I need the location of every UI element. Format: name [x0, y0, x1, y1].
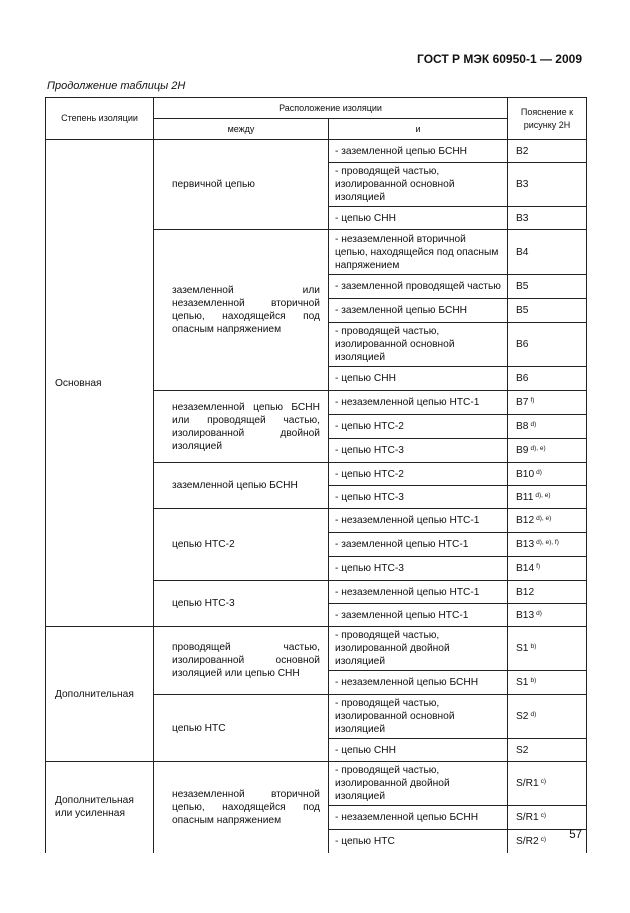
note-cell: В9 $^{d), e)}$ — [508, 439, 587, 463]
and-cell: - незаземленной вторичной цепью, находящейся под опасным напряжением — [329, 230, 508, 275]
note-cell: В5 — [508, 275, 587, 299]
note-cell: В11 $^{d), e)}$ — [508, 486, 587, 509]
and-cell: - незаземленной цепью БСНН — [329, 806, 508, 830]
note-cell: В3 — [508, 207, 587, 230]
and-cell: - проводящей частью, изолированной двойной изоляцией — [329, 627, 508, 671]
group-supplementary: Дополнительная — [46, 627, 154, 762]
between-conductive-basic: проводящей частью, изолированной основной изоляцией или цепью СНН — [154, 627, 329, 695]
note-cell: В14 $^{f)}$ — [508, 557, 587, 581]
note-cell: В10 $^{d)}$ — [508, 463, 587, 486]
insulation-table — [45, 97, 587, 853]
between-unearthed-secondary: незаземленной вторичной цепью, находящейся под опасным напряжением — [154, 762, 329, 853]
and-cell: - проводящей частью, изолированной основной изоляцией — [329, 695, 508, 739]
and-cell: - заземленной проводящей частью — [329, 275, 508, 299]
between-tnv3: цепью НТС-3 — [154, 581, 329, 627]
between-unearthed-selv: незаземленной цепью БСНН или проводящей частью, изолированной двойной изоляцией — [154, 391, 329, 463]
note-cell: В6 — [508, 323, 587, 367]
and-cell: - цепью СНН — [329, 739, 508, 762]
and-cell: - цепью СНН — [329, 207, 508, 230]
and-cell: - заземленной цепью НТС-1 — [329, 604, 508, 627]
header-between: между — [154, 119, 329, 140]
group-supp-reinforced: Дополнительная или усиленная — [46, 762, 154, 853]
header-location: Расположение изоляции — [154, 98, 508, 119]
and-cell: - проводящей частью, изолированной основной изоляцией — [329, 163, 508, 207]
table-caption: Продолжение таблицы 2Н — [47, 80, 186, 92]
and-cell: - цепью НТС — [329, 830, 508, 853]
note-cell: В8 $^{d)}$ — [508, 415, 587, 439]
and-cell: - цепью СНН — [329, 367, 508, 391]
note-cell: В12 — [508, 581, 587, 604]
standard-designation: ГОСТ Р МЭК 60950-1 — 2009 — [417, 52, 582, 66]
note-cell: В13 $^{d), e), f)}$ — [508, 533, 587, 557]
and-cell: - заземленной цепью БСНН — [329, 299, 508, 323]
note-cell: В2 — [508, 140, 587, 163]
note-cell: S/R1 $^{c)}$ — [508, 762, 587, 806]
note-cell: S1 $^{b)}$ — [508, 627, 587, 671]
note-cell: В4 — [508, 230, 587, 275]
and-cell: - проводящей частью, изолированной двойной изоляцией — [329, 762, 508, 806]
and-cell: - незаземленной цепью НТС-1 — [329, 581, 508, 604]
note-cell: S2 $^{d)}$ — [508, 695, 587, 739]
note-cell: В5 — [508, 299, 587, 323]
note-cell: В3 — [508, 163, 587, 207]
and-cell: - проводящей частью, изолированной основной изоляцией — [329, 323, 508, 367]
and-cell: - заземленной цепью БСНН — [329, 140, 508, 163]
note-cell: В12 $^{d), e)}$ — [508, 509, 587, 533]
and-cell: - цепью НТС-2 — [329, 415, 508, 439]
note-cell: S/R2 $^{c)}$ — [508, 830, 587, 853]
header-and: и — [329, 119, 508, 140]
note-cell: S1 $^{b)}$ — [508, 671, 587, 695]
header-degree: Степень изоляции — [46, 98, 154, 140]
header-note: Пояснение к рисунку 2Н — [508, 98, 587, 140]
and-cell: - цепью НТС-3 — [329, 439, 508, 463]
and-cell: - незаземленной цепью НТС-1 — [329, 509, 508, 533]
note-cell: В6 — [508, 367, 587, 391]
and-cell: - незаземленной цепью БСНН — [329, 671, 508, 695]
and-cell: - цепью НТС-3 — [329, 557, 508, 581]
and-cell: - цепью НТС-2 — [329, 463, 508, 486]
and-cell: - заземленной цепью НТС-1 — [329, 533, 508, 557]
between-primary: первичной цепью — [154, 140, 329, 230]
between-tnv2: цепью НТС-2 — [154, 509, 329, 581]
and-cell: - цепью НТС-3 — [329, 486, 508, 509]
and-cell: - незаземленной цепью НТС-1 — [329, 391, 508, 415]
note-cell: В13 $^{d)}$ — [508, 604, 587, 627]
note-cell: S/R1 $^{c)}$ — [508, 806, 587, 830]
between-earthed-secondary: заземленной или незаземленной вторичной цепью, находящейся под опасным напряжением — [154, 230, 329, 391]
between-tnv: цепью НТС — [154, 695, 329, 762]
between-earthed-selv: заземленной цепью БСНН — [154, 463, 329, 509]
note-cell: S2 — [508, 739, 587, 762]
group-basic: Основная — [46, 140, 154, 627]
note-cell: В7 $^{f)}$ — [508, 391, 587, 415]
page-number: 57 — [569, 829, 582, 841]
